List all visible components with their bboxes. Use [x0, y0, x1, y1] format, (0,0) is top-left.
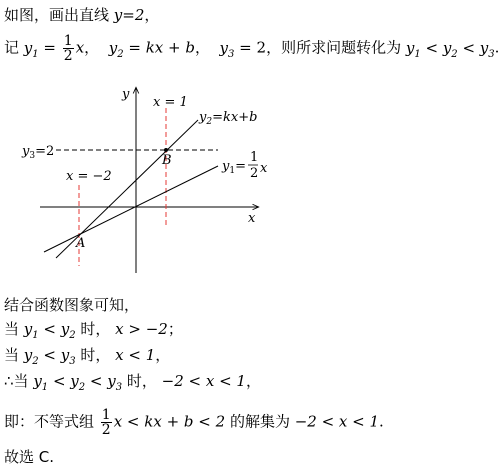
answer-line: 故选 C. [4, 448, 55, 466]
intro-line-2 [4, 34, 499, 63]
conclusion-line-1: 结合函数图象可知， [4, 296, 140, 314]
y-axis-label: y [122, 87, 130, 102]
period: . [379, 412, 384, 431]
period: . [494, 38, 499, 57]
y3-equation: = 2 [239, 38, 267, 57]
label-y3: $y_3=2$ [22, 144, 55, 161]
y2-equation: = kx + b [128, 38, 195, 57]
intro-line-1 [4, 6, 159, 24]
condition-x-lt-1: x < 1 [115, 346, 156, 364]
point-b [164, 148, 168, 152]
inequality-system-text: 即：不等式组 [4, 412, 99, 431]
x-var: x [75, 38, 85, 57]
label-y1-x: x [260, 161, 268, 176]
condition-range: −2 < x < 1 [161, 372, 246, 390]
inequality-chain: $y_1 < y_2 < y_3$ [405, 38, 495, 60]
comma: ， [245, 372, 261, 390]
therefore-when-text: ∴当 [4, 372, 34, 390]
inequality-system: x < kx + b < 2 [113, 412, 226, 431]
label-x-equals-neg2: x = −2 [66, 169, 112, 184]
fraction-one-half: $\frac{1}{2}$ [63, 33, 73, 64]
comma: ， [155, 346, 171, 364]
shi-text: 时， [122, 372, 162, 390]
point-a-label: A [76, 236, 86, 251]
ji-label: 记 [4, 38, 24, 57]
separator: ， [84, 38, 100, 57]
label-x-equals-1: x = 1 [153, 95, 188, 110]
x-axis-label: x [248, 211, 256, 226]
label-y1-half-den: 2 [250, 166, 259, 181]
y2-symbol: $y_2$ [108, 38, 124, 60]
solution-range: −2 < x < 1 [294, 412, 380, 431]
shi-text: 时， [75, 346, 116, 364]
y1-lt-y2: $y_1 < y_2$ [23, 320, 76, 341]
fraction-one-half: $\frac{1}{2}$ [101, 407, 111, 438]
y1-symbol: $y_1$ [23, 38, 39, 60]
equation-y-equals-2: y=2 [113, 6, 145, 24]
condition-x-gt-neg2: x > −2 [115, 320, 168, 338]
y1-lt-y2-lt-y3: $y_1 < y_2 < y_3$ [33, 372, 123, 393]
shi-text: 时， [75, 320, 116, 338]
solution-text: 的解集为 [225, 412, 295, 431]
when-text: 当 [4, 346, 24, 364]
separator: ， [194, 38, 210, 57]
comma: ， [144, 6, 160, 24]
conclusion-line-5 [4, 408, 384, 437]
label-y1: $y_1=$ [222, 159, 246, 176]
conclusion-line-2 [4, 320, 183, 341]
conclusion-line-3 [4, 346, 170, 367]
y3-symbol: $y_3$ [219, 38, 235, 60]
semicolon: ； [167, 320, 183, 338]
y1-equals: = [43, 38, 56, 57]
label-y2: $y_2=kx+b$ [199, 110, 258, 127]
label-y1-half-num: 1 [250, 150, 259, 165]
function-graph [0, 80, 482, 280]
y2-lt-y3: $y_2 < y_3$ [23, 346, 76, 367]
intro-text: 如图，画出直线 [4, 6, 114, 24]
point-b-label: B [162, 153, 172, 168]
when-text: 当 [4, 320, 24, 338]
problem-text: ，则所求问题转化为 [266, 38, 406, 57]
conclusion-line-4 [4, 372, 261, 393]
